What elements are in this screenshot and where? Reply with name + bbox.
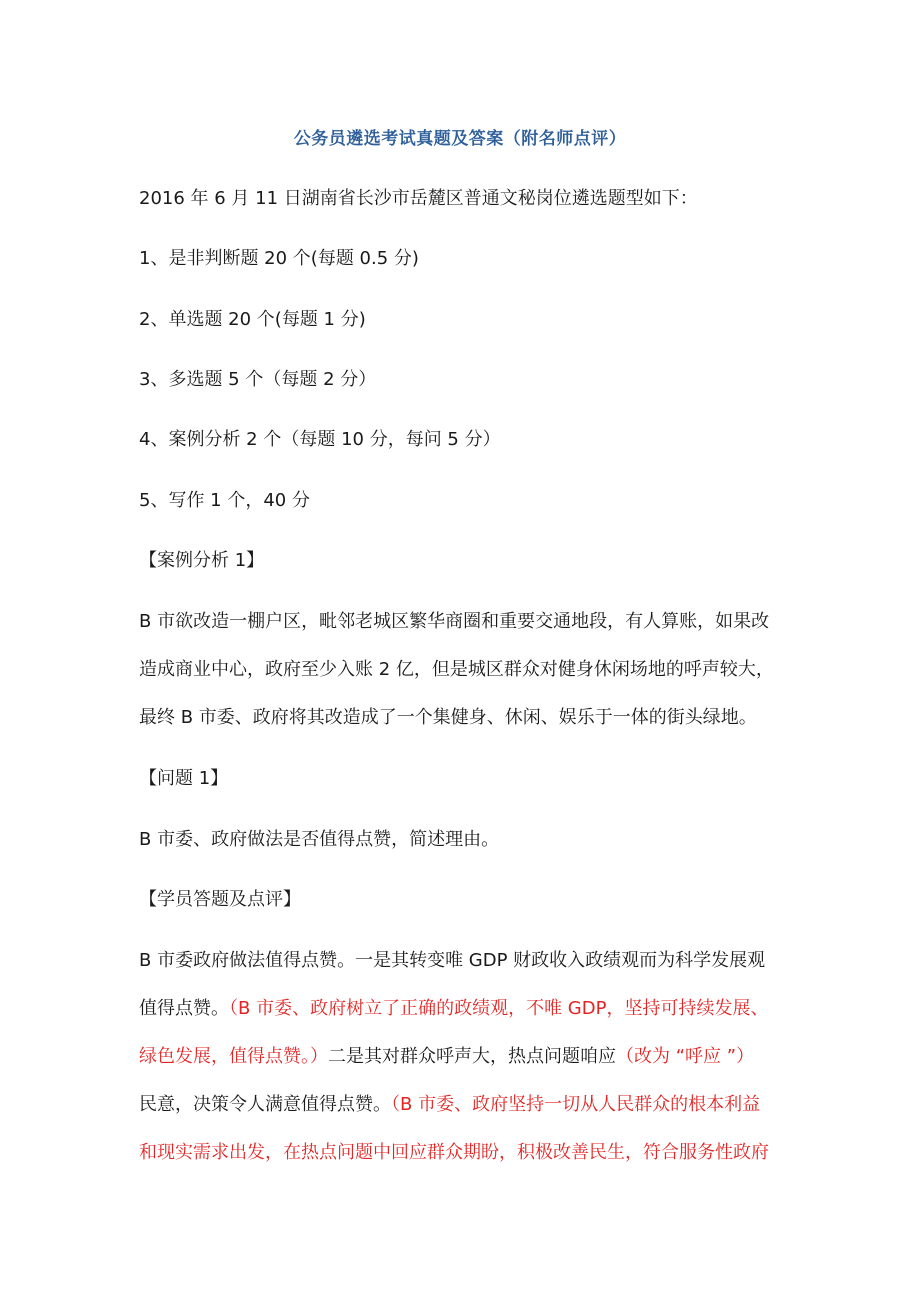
teacher-correction: （改为 “呼应 ”） (616, 1046, 755, 1067)
answer-text: 值得点赞。 (139, 998, 229, 1019)
answer-line (139, 1045, 754, 1069)
intro-line: 2016 年 6 月 11 日湖南省长沙市岳麓区普通文秘岗位遴选题型如下： (139, 188, 698, 209)
case-heading: 【案例分析 1】 (139, 550, 265, 571)
list-item: 4、案例分析 2 个（每题 10 分，每问 5 分） (139, 429, 501, 450)
question-heading: 【问题 1】 (139, 768, 229, 789)
document-title: 公务员遴选考试真题及答案（附名师点评） (293, 129, 627, 149)
answer-line: B 市委政府做法值得点赞。一是其转变唯 GDP 财政收入政绩观而为科学发展观 (139, 950, 766, 971)
teacher-comment: 绿色发展，值得点赞。） (139, 1046, 328, 1067)
list-item: 5、写作 1 个，40 分 (139, 490, 310, 511)
case-text-line: B 市欲改造一棚户区，毗邻老城区繁华商圈和重要交通地段，有人算账，如果改 (139, 611, 770, 632)
case-text-line: 造成商业中心，政府至少入账 2 亿，但是城区群众对健身休闲场地的呼声较大， (139, 659, 774, 680)
answer-heading: 【学员答题及点评】 (139, 889, 301, 910)
list-item: 2、单选题 20 个(每题 1 分) (139, 309, 366, 330)
list-item: 1、是非判断题 20 个(每题 0.5 分) (139, 248, 419, 269)
teacher-comment: （B 市委、政府树立了正确的政绩观，不唯 GDP，坚持可持续发展、 (229, 998, 769, 1019)
answer-line (139, 997, 768, 1021)
teacher-comment: （B 市委、政府坚持一切从人民群众的根本利益 (391, 1094, 761, 1115)
answer-text: 民意，决策令人满意值得点赞。 (139, 1094, 391, 1115)
case-text-line: 最终 B 市委、政府将其改造成了一个集健身、休闲、娱乐于一体的街头绿地。 (139, 707, 757, 728)
answer-text: 二是其对群众呼声大，热点问题咱应 (328, 1046, 616, 1067)
question-text: B 市委、政府做法是否值得点赞，简述理由。 (139, 829, 500, 850)
list-item: 3、多选题 5 个（每题 2 分） (139, 369, 377, 390)
answer-line (139, 1093, 760, 1117)
teacher-comment: 和现实需求出发，在热点问题中回应群众期盼，积极改善民生，符合服务性政府 (139, 1142, 769, 1163)
